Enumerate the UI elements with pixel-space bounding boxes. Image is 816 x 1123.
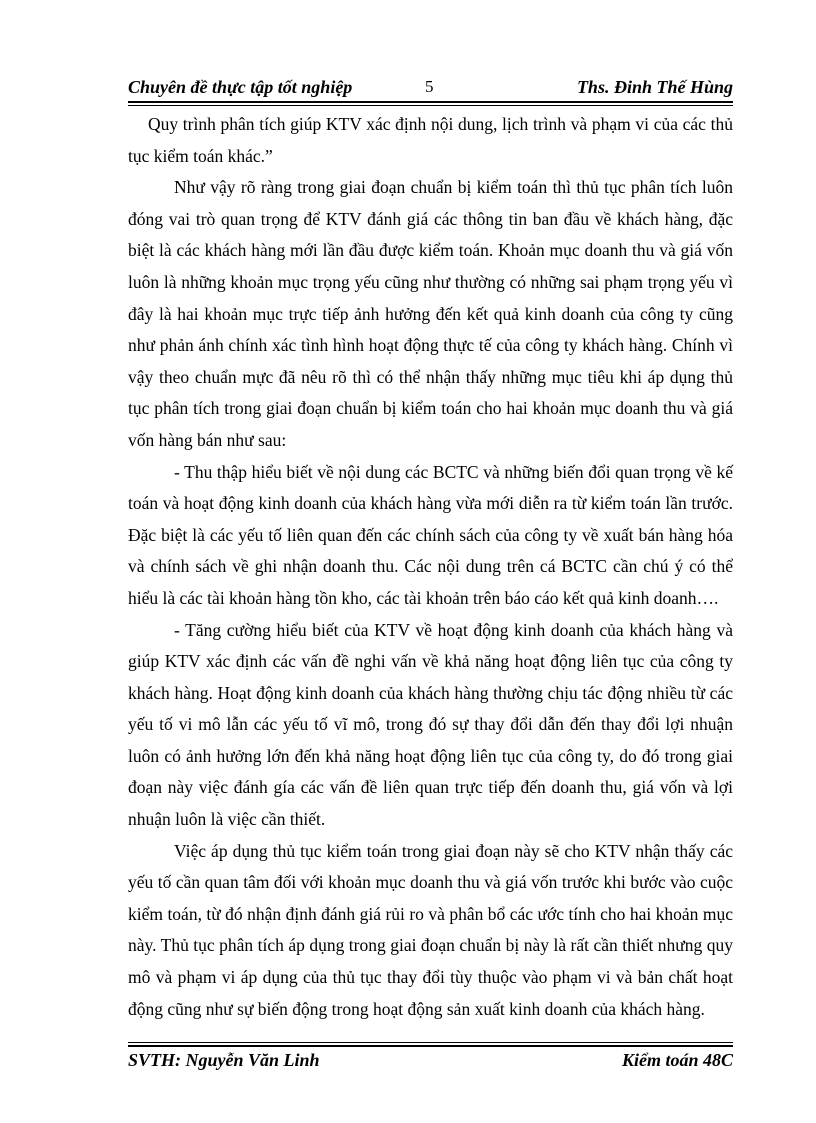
footer-class: Kiểm toán 48C bbox=[621, 1050, 733, 1070]
page-number: 5 bbox=[425, 77, 434, 96]
document-body bbox=[128, 109, 733, 1025]
paragraph-3: - Thu thập hiểu biết về nội dung các BCTC và những biến đổi quan trọng về kế toán và hoạt động kinh doanh của khách hàng vừa mới diễn ra từ kiểm toán lần trước. Đặc biệt là các yếu tố liên quan đến các chính sách của công ty về xuất bán hàng hóa và chính sách về ghi nhận doanh thu. Các nội dung trên cá BCTC cần chú ý có thể hiểu là các tài khoản hàng tồn kho, các tài khoản trên báo cáo kết quả kinh doanh…. bbox=[128, 461, 733, 608]
header-rule bbox=[128, 101, 733, 106]
paragraph-5: Việc áp dụng thủ tục kiểm toán trong giai đoạn này sẽ cho KTV nhận thấy các yếu tố cần quan tâm đối với khoản mục doanh thu và giá vốn trước khi bước vào cuộc kiểm toán, từ đó nhận định đánh giá rủi ro và phân bổ các ước tính cho hai khoản mục này. Thủ tục phân tích áp dụng trong giai đoạn chuẩn bị này là rất cần thiết nhưng quy mô và phạm vi áp dụng của thủ tục thay đổi tùy thuộc vào phạm vi và bản chất hoạt động cũng như sự biến động trong hoạt động sản xuất kinh doanh của khách hàng. bbox=[128, 840, 733, 1019]
paragraph-4: - Tăng cường hiểu biết của KTV về hoạt động kinh doanh của khách hàng và giúp KTV xác định các vấn đề nghi vấn về khả năng hoạt động liên tục của công ty khách hàng. Hoạt động kinh doanh của khách hàng thường chịu tác động nhiều từ các yếu tố vi mô lẫn các yếu tố vĩ mô, trong đó sự thay đổi dẫn đến thay đổi lợi nhuận luôn có ảnh hưởng lớn đến khả năng hoạt động liên tục của công ty, do đó trong giai đoạn này việc đánh gía các vấn đề liên quan trực tiếp đến doanh thu, giá vốn và lợi nhuận luôn là việc cần thiết. bbox=[128, 619, 733, 830]
header-author: Ths. Đinh Thế Hùng bbox=[576, 77, 733, 97]
footer-student: SVTH: Nguyễn Văn Linh bbox=[128, 1050, 320, 1070]
page-header bbox=[128, 76, 733, 98]
header-title: Chuyên đề thực tập tốt nghiệp bbox=[128, 77, 353, 97]
page-footer bbox=[128, 1048, 733, 1072]
footer-rule bbox=[128, 1042, 733, 1047]
paragraph-2: Như vậy rõ ràng trong giai đoạn chuẩn bị kiểm toán thì thủ tục phân tích luôn đóng vai trò quan trọng để KTV đánh giá các thông tin ban đầu về khách hàng, đặc biệt là các khách hàng mới lần đầu được kiểm toán. Khoản mục doanh thu và giá vốn luôn là những khoản mục trọng yếu cũng như thường có những sai phạm trọng yếu vì đây là hai khoản mục trực tiếp ảnh hưởng đến kết quả kinh doanh của công ty cũng như phản ánh chính xác tình hình hoạt động thực tế của công ty khách hàng. Chính vì vậy theo chuẩn mực đã nêu rõ thì có thể nhận thấy những mục tiêu khi áp dụng thủ tục phân tích trong giai đoạn chuẩn bị kiểm toán cho hai khoản mục doanh thu và giá vốn hàng bán như sau: bbox=[128, 177, 733, 450]
paragraph-1: Quy trình phân tích giúp KTV xác định nội dung, lịch trình và phạm vi của các thủ tục kiểm toán khác.” bbox=[128, 114, 733, 166]
